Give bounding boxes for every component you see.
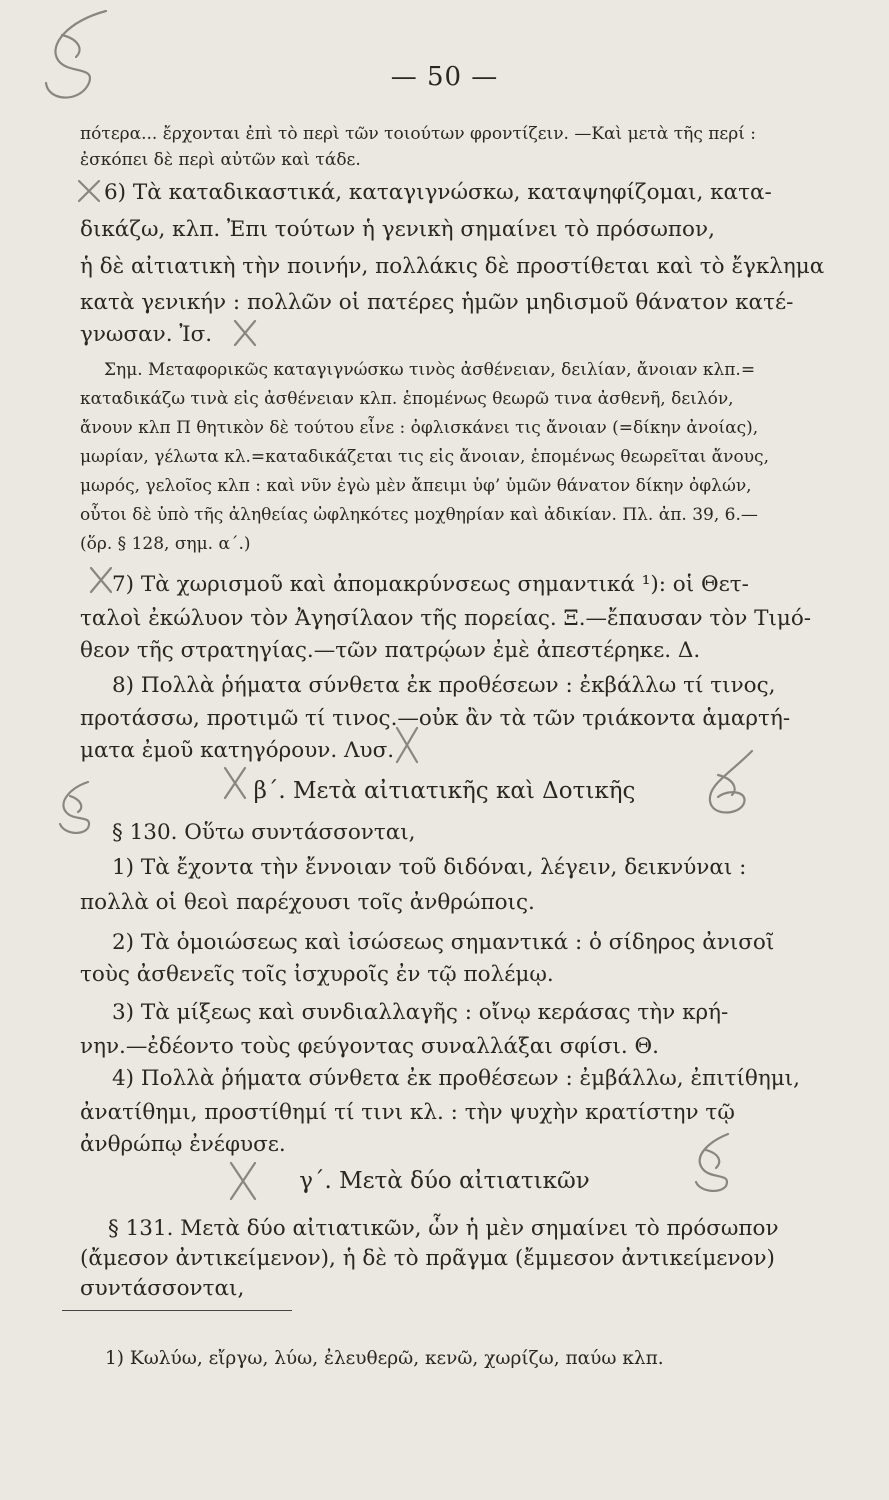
text-line: 3) Τὰ μίξεως καὶ συνδιαλλαγῆς : οἴνῳ κεράσας τὴν κρή- — [112, 1000, 729, 1025]
text-line: γνωσαν. Ἰσ. — [80, 322, 213, 347]
text-line: τοὺς ἀσθενεῖς τοῖς ἰσχυροῖς ἐν τῷ πολέμῳ. — [80, 962, 554, 987]
text-line: 2) Τὰ ὁμοιώσεως καὶ ἰσώσεως σημαντικά : ὁ σίδηρος ἀνισοῖ — [112, 930, 775, 955]
text-line: δικάζω, κλπ. Ἐπι τούτων ἡ γενικὴ σημαίνει τὸ πρόσωπον, — [80, 217, 715, 242]
text-line: ἐσκόπει δὲ περὶ αὐτῶν καὶ τάδε. — [80, 150, 361, 170]
text-line: ματα ἐμοῦ κατηγόρουν. Λυσ. — [80, 738, 395, 763]
page-number: — 50 — — [390, 62, 499, 92]
paragraph-heading: § 130. Οὕτω συντάσσονται, — [112, 820, 416, 845]
text-line: κατὰ γενικήν : πολλῶν οἱ πατέρες ἡμῶν μηδισμοῦ θάνατον κατέ- — [80, 290, 794, 315]
note-line: Σημ. Μεταφορικῶς καταγιγνώσκω τινὸς ἀσθένειαν, δειλίαν, ἄνοιαν κλπ.= — [104, 360, 756, 380]
text-line: 8) Πολλὰ ῥήματα σύνθετα ἐκ προθέσεων : ἐκβάλλω τί τινος, — [112, 673, 776, 698]
note-line: μωρός, γελοῖος κλπ : καὶ νῦν ἐγὼ μὲν ἄπειμι ὑφ’ ὑμῶν θάνατον δίκην ὀφλών, — [80, 476, 752, 496]
note-line: (ὅρ. § 128, σημ. α΄.) — [80, 534, 251, 554]
footnote: 1) Κωλύω, εἴργω, λύω, ἐλευθερῶ, κενῶ, χωρίζω, παύω κλπ. — [105, 1348, 664, 1369]
handwritten-x-mark — [88, 565, 114, 595]
text-line: ἀνθρώπῳ ἐνέφυσε. — [80, 1132, 286, 1157]
text-line: 1) Τὰ ἔχοντα τὴν ἔννοιαν τοῦ διδόναι, λέγειν, δεικνύναι : — [112, 855, 747, 880]
note-line: μωρίαν, γέλωτα κλ.=καταδικάζεται τις εἰς ἄνοιαν, ἑπομένως θεωρεῖται ἄνους, — [80, 447, 769, 467]
text-line: θεον τῆς στρατηγίας.—τῶν πατρῴων ἐμὲ ἀπεστέρηκε. Δ. — [80, 638, 701, 663]
section-heading: γ΄. Μετὰ δύο αἰτιατικῶν — [299, 1168, 590, 1194]
text-line: ταλοὶ ἐκώλυον τὸν Ἀγησίλαον τῆς πορείας. Ξ.—ἔπαυσαν τὸν Τιμό- — [80, 606, 812, 631]
text-line: νην.—ἐδέοντο τοὺς φεύγοντας συναλλάξαι σφίσι. Θ. — [80, 1034, 659, 1059]
section-heading: β΄. Μετὰ αἰτιατικῆς καὶ Δοτικῆς — [253, 778, 636, 804]
text-line: (ἄμεσον ἀντικείμενον), ἡ δὲ τὸ πρᾶγμα (ἔμμεσον ἀντικείμενον) — [80, 1246, 775, 1271]
handwritten-scribble-top-left — [28, 5, 118, 115]
text-line: 7) Τὰ χωρισμοῦ καὶ ἀπομακρύνσεως σημαντικά ¹): οἱ Θετ- — [112, 572, 749, 597]
text-line: συντάσσονται, — [80, 1276, 245, 1301]
footnote-separator — [62, 1310, 292, 1311]
text-line: 6) Τὰ καταδικαστικά, καταγιγνώσκω, καταψηφίζομαι, κατα- — [104, 180, 772, 205]
text-line: ἡ δὲ αἰτιατικὴ τὴν ποινήν, πολλάκις δὲ προστίθεται καὶ τὸ ἔγκλημα — [80, 254, 825, 279]
note-line: καταδικάζω τινὰ εἰς ἀσθένειαν κλπ. ἑπομένως θεωρῶ τινα ἀσθενῆ, δειλόν, — [80, 389, 734, 409]
paragraph-heading: § 131. Μετὰ δύο αἰτιατικῶν, ὧν ἡ μὲν σημαίνει τὸ πρόσωπον — [108, 1216, 779, 1241]
text-line: ἀνατίθημι, προστίθημί τί τινι κλ. : τὴν ψυχὴν κρατίστην τῷ — [80, 1100, 735, 1125]
text-line: 4) Πολλὰ ῥήματα σύνθετα ἐκ προθέσεων : ἐμβάλλω, ἐπιτίθημι, — [112, 1066, 800, 1091]
note-line: ἄνουν κλπ Π θητικὸν δὲ τούτου εἶνε : ὀφλισκάνει τις ἄνοιαν (=δίκην ἀνοίας), — [80, 418, 759, 438]
text-line: πότερα... ἔρχονται ἐπὶ τὸ περὶ τῶν τοιούτων φροντίζειν. —Καὶ μετὰ τῆς περί : — [80, 124, 757, 144]
handwritten-x-mark — [76, 178, 102, 204]
note-line: οὗτοι δὲ ὑπὸ τῆς ἀληθείας ὠφληκότες μοχθηρίαν καὶ ἀδικίαν. Πλ. ἀπ. 39, 6.— — [80, 505, 758, 525]
text-line: προτάσσω, προτιμῶ τί τινος.—οὐκ ἂν τὰ τῶν τριάκοντα ἁμαρτή- — [80, 706, 791, 731]
handwritten-x-mark — [232, 318, 258, 348]
text-line: πολλὰ οἱ θεοὶ παρέχουσι τοῖς ἀνθρώποις. — [80, 890, 535, 915]
